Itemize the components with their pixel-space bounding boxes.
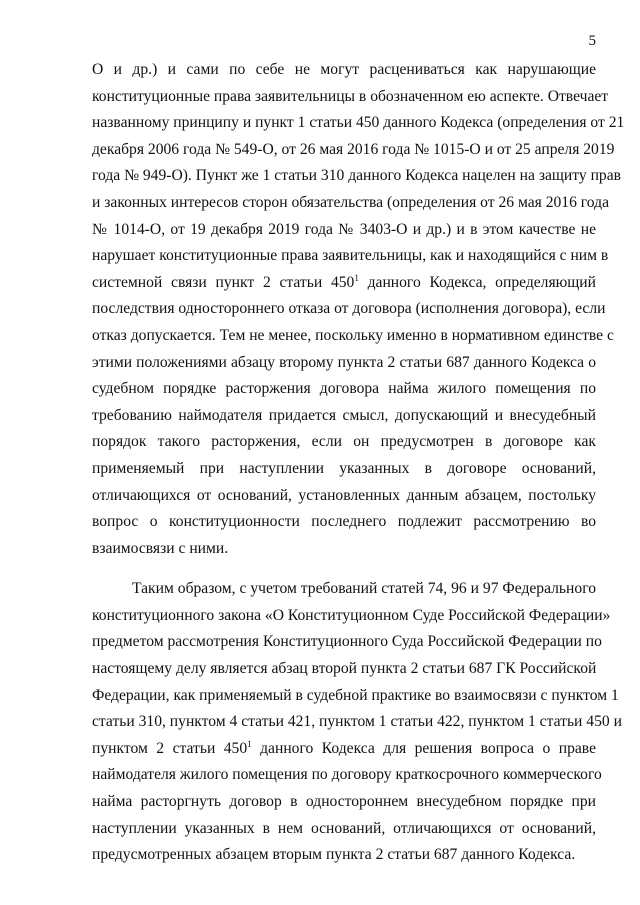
text-line: отличающихся от оснований, установленных данным абзацем, постольку	[92, 486, 596, 504]
text-line	[92, 270, 596, 297]
text-segment: пунктом 2 статьи 450	[92, 739, 248, 757]
text-line: конституционного закона «О Конституционном Суде Российской Федерации»	[92, 606, 611, 624]
superscript: 1	[247, 738, 252, 749]
text-segment: данного Кодекса для решения вопроса о праве	[251, 739, 596, 757]
text-line: требованию наймодателя придается смысл, допускающий и внесудебный	[92, 406, 596, 424]
text-line: статьи 310, пунктом 4 статьи 421, пунктом 1 статьи 422, пунктом 1 статьи 450 и	[92, 713, 622, 731]
text-line: Таким образом, с учетом требований статей 74, 96 и 97 Федерального	[132, 580, 596, 598]
text-line: О и др.) и сами по себе не могут расцениваться как нарушающие	[92, 61, 596, 78]
text-line: судебном порядке расторжения договора найма жилого помещения по	[92, 380, 596, 398]
text-line: предусмотренных абзацем вторым пункта 2 статьи 687 данного Кодекса.	[92, 846, 576, 864]
text-line: года № 949-О). Пункт же 1 статьи 310 данного Кодекса нацелен на защиту прав	[92, 167, 621, 185]
text-line: предметом рассмотрения Конституционного Суда Российской Федерации по	[92, 633, 602, 651]
text-line: последствия одностороннего отказа от договора (исполнения договора), если	[92, 300, 606, 318]
paragraph-gap	[92, 562, 596, 576]
document-body	[92, 57, 625, 869]
text-line: и законных интересов сторон обязательства (определения от 26 мая 2016 года	[92, 193, 609, 211]
text-line: № 1014-О, от 19 декабря 2019 года № 3403-О и др.) и в этом качестве не	[92, 220, 596, 238]
text-line: Федерации, как применяемый в судебной практике во взаимосвязи с пунктом 1	[92, 686, 619, 704]
text-line: порядок такого расторжения, если он предусмотрен в договоре как	[92, 433, 596, 451]
text-segment: системной связи пункт 2 статьи 450	[92, 273, 355, 291]
superscript: 1	[354, 272, 359, 283]
text-line: наймодателя жилого помещения по договору краткосрочного коммерческого	[92, 766, 602, 784]
text-line: вопрос о конституционности последнего подлежит рассмотрению во	[92, 513, 596, 531]
text-line: названному принципу и пункт 1 статьи 450 данного Кодекса (определения от 21	[92, 114, 625, 132]
text-segment: данного Кодекса, определяющий	[358, 273, 596, 291]
text-line: конституционные права заявительницы в обозначенном ею аспекте. Отвечает	[92, 87, 609, 105]
paragraph	[92, 576, 622, 869]
text-line: отказ допускается. Тем не менее, поскольку именно в нормативном единстве с	[92, 326, 614, 344]
text-line: настоящему делу является абзац второй пункта 2 статьи 687 ГК Российской	[92, 660, 597, 678]
page-number: 5	[588, 33, 596, 49]
text-line: нарушает конституционные права заявительницы, как и находящийся с ним в	[92, 247, 609, 265]
text-line: взаимосвязи с ними.	[92, 539, 229, 557]
text-line: наступлении указанных в нем оснований, отличающихся от оснований,	[92, 819, 596, 837]
text-line: найма расторгнуть договор в одностороннем внесудебном порядке при	[92, 793, 596, 811]
text-line	[92, 736, 596, 763]
text-line: применяемый при наступлении указанных в договоре оснований,	[92, 459, 596, 477]
text-line: декабря 2006 года № 549-О, от 26 мая 2016 года № 1015-О и от 25 апреля 2019	[92, 140, 615, 158]
text-line: этими положениями абзацу второму пункта 2 статьи 687 данного Кодекса о	[92, 353, 596, 371]
paragraph	[92, 57, 625, 562]
